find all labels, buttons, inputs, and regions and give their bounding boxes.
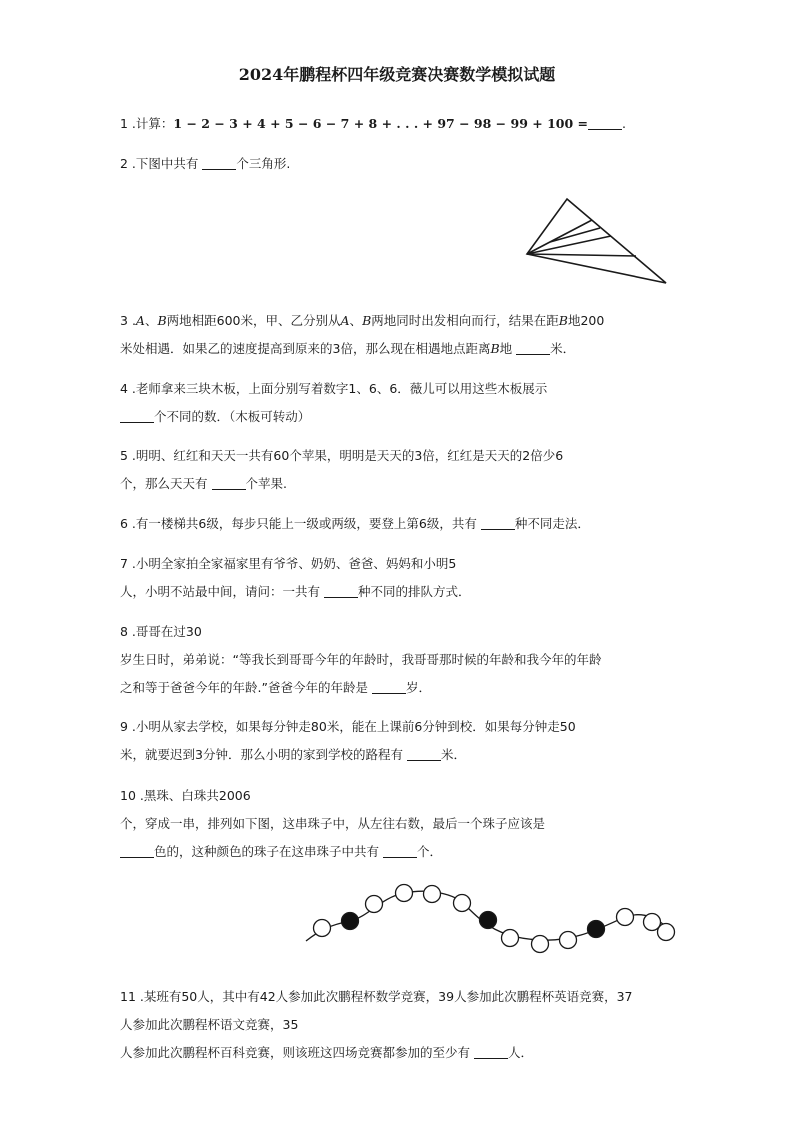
white-bead <box>454 895 471 912</box>
white-bead <box>658 924 675 941</box>
white-bead <box>424 886 441 903</box>
white-bead <box>366 896 383 913</box>
question-text: 个，穿成一串，排列如下图，这串珠子中，从左往右数，最后一个珠子应该是 <box>120 816 546 831</box>
question-text: 个，那么天天有 <box>120 476 208 491</box>
question-text: 老师拿来三块木板，上面分别写着数字1、6、6．薇儿可以用这些木板展示 <box>135 381 548 396</box>
white-bead <box>617 909 634 926</box>
answer-blank[interactable] <box>120 410 154 423</box>
question-number: 9 <box>120 719 128 734</box>
question-10: 10 .黑珠、白珠共2006 <box>120 788 251 803</box>
answer-blank[interactable] <box>516 342 550 355</box>
question-text: 两地同时出发相向而行，结果在距 <box>371 313 559 328</box>
question-text: 、 <box>349 313 363 328</box>
question-text: 地 <box>499 341 513 356</box>
question-number: 6 <box>120 516 128 531</box>
question-number: 3 <box>120 313 128 328</box>
question-number: 5 <box>120 448 128 463</box>
question-text: 人参加此次鹏程杯语文竞赛，35 <box>120 1017 299 1032</box>
question-text: 两地相距600米，甲、乙分别从 <box>166 313 341 328</box>
question-3 <box>120 313 604 329</box>
question-text: . <box>131 313 136 328</box>
answer-blank[interactable] <box>383 845 417 858</box>
white-bead <box>314 920 331 937</box>
black-bead <box>342 913 359 930</box>
question-11-line-2 <box>120 1017 298 1033</box>
question-text: 米处相遇．如果乙的速度提高到原来的3倍，那么现在相遇地点距离 <box>120 341 491 356</box>
question-number: 8 <box>120 624 128 639</box>
question-3-line-2 <box>120 341 575 357</box>
question-text: 哥哥在过30 <box>135 624 202 639</box>
question-text: 、 <box>144 313 158 328</box>
question-text: 有一楼梯共6级，每步只能上一级或两级，要登上第6级，共有 <box>135 516 477 531</box>
question-text: 地200 <box>567 313 605 328</box>
white-bead <box>532 936 549 953</box>
question-text: 岁生日时，弟弟说：“等我长到哥哥今年的年龄时，我哥哥那时候的年龄和我今年的年龄 <box>120 652 602 667</box>
question-text: 人． <box>508 1045 534 1060</box>
math-var: B <box>490 341 500 356</box>
question-4-line-2 <box>120 409 310 425</box>
answer-blank[interactable] <box>407 748 441 761</box>
question-text: 小明全家拍全家福家里有爷爷、奶奶、爸爸、妈妈和小明5 <box>135 556 457 571</box>
answer-blank[interactable] <box>202 157 236 170</box>
question-text: 之和等于爸爸今年的年龄.”爸爸今年的年龄是 <box>120 680 368 695</box>
white-bead <box>396 885 413 902</box>
question-number: 2 <box>120 156 128 171</box>
math-var: A <box>135 313 145 328</box>
white-bead <box>502 930 519 947</box>
math-var: B <box>558 313 568 328</box>
question-number: 11 <box>120 989 136 1004</box>
question-text: 人，小明不站最中间，请问：一共有 <box>120 584 321 599</box>
question-text: 人参加此次鹏程杯百科竞赛，则该班这四场竞赛都参加的至少有 <box>120 1045 471 1060</box>
question-number: 4 <box>120 381 128 396</box>
question-text: 计算： <box>135 116 174 131</box>
question-text: 米． <box>440 747 466 762</box>
question-9: 9 .小明从家去学校，如果每分钟走80米，能在上课前6分钟到校．如果每分钟走50 <box>120 719 576 734</box>
question-text: 个苹果. <box>245 476 287 491</box>
question-text: 个． <box>417 844 443 859</box>
answer-blank[interactable] <box>120 845 154 858</box>
question-text: 米． <box>550 341 576 356</box>
question-text: 小明从家去学校，如果每分钟走80米，能在上课前6分钟到校．如果每分钟走50 <box>135 719 576 734</box>
question-8-line-2 <box>120 652 601 668</box>
question-text: 某班有50人，其中有42人参加此次鹏程杯数学竞赛，39人参加此次鹏程杯英语竞赛，37 <box>143 989 633 1004</box>
question-5-line-2 <box>120 476 287 492</box>
question-text: 岁． <box>405 680 431 695</box>
answer-blank[interactable] <box>588 117 622 130</box>
math-formula: 1 − 2 − 3 + 4 + 5 − 6 − 7 + 8 + . . . + 97 − 98 − 99 + 100 = <box>173 116 588 131</box>
question-number: 10 <box>120 788 136 803</box>
question-text: 色的，这种颜色的珠子在这串珠子中共有 <box>154 844 380 859</box>
bead-string-figure <box>300 880 680 955</box>
math-var: B <box>157 313 167 328</box>
answer-blank[interactable] <box>212 477 246 490</box>
question-10-line-2 <box>120 816 545 832</box>
question-11: 11 .某班有50人，其中有42人参加此次鹏程杯数学竞赛，39人参加此次鹏程杯英语竞赛，37 <box>120 989 633 1004</box>
answer-blank[interactable] <box>372 681 406 694</box>
question-2: 2 .下图中共有 个三角形. <box>120 156 291 171</box>
question-5: 5 .明明、红红和天天一共有60个苹果，明明是天天的3倍，红红是天天的2倍少6 <box>120 448 564 463</box>
black-bead <box>480 912 497 929</box>
white-bead <box>560 932 577 949</box>
question-4: 4 .老师拿来三块木板，上面分别写着数字1、6、6．薇儿可以用这些木板展示 <box>120 381 548 396</box>
question-text: 米，就要迟到3分钟．那么小明的家到学校的路程有 <box>120 747 403 762</box>
question-6: 6 .有一楼梯共6级，每步只能上一级或两级，要登上第6级，共有 种不同走法． <box>120 516 590 531</box>
question-7: 7 .小明全家拍全家福家里有爷爷、奶奶、爸爸、妈妈和小明5 <box>120 556 457 571</box>
question-text: 黑珠、白珠共2006 <box>143 788 251 803</box>
question-number: 7 <box>120 556 128 571</box>
page-title: 2024年鹏程杯四年级竞赛决赛数学模拟试题 <box>238 65 556 84</box>
question-10-line-3 <box>120 844 442 860</box>
triangle-figure <box>520 194 680 289</box>
question-1: 1 .计算：1 − 2 − 3 + 4 + 5 − 6 − 7 + 8 + . . . + 97 − 98 − 99 + 100 = . <box>120 116 626 131</box>
question-text: 明明、红红和天天一共有60个苹果，明明是天天的3倍，红红是天天的2倍少6 <box>135 448 564 463</box>
question-text: . <box>622 116 626 131</box>
math-var: A <box>340 313 350 328</box>
answer-blank[interactable] <box>324 585 358 598</box>
question-text: 种不同走法． <box>514 516 590 531</box>
question-number: 1 <box>120 116 128 131</box>
black-bead <box>588 921 605 938</box>
question-text: 个不同的数．（木板可转动） <box>154 409 311 424</box>
answer-blank[interactable] <box>474 1046 508 1059</box>
question-9-line-2 <box>120 747 466 763</box>
answer-blank[interactable] <box>481 517 515 530</box>
question-8: 8 .哥哥在过30 <box>120 624 202 639</box>
math-var: B <box>362 313 372 328</box>
question-text: 个三角形. <box>236 156 291 171</box>
question-11-line-3 <box>120 1045 533 1061</box>
question-8-line-3 <box>120 680 431 696</box>
question-7-line-2 <box>120 584 471 600</box>
question-text: 下图中共有 <box>135 156 199 171</box>
question-text: 种不同的排队方式． <box>358 584 471 599</box>
